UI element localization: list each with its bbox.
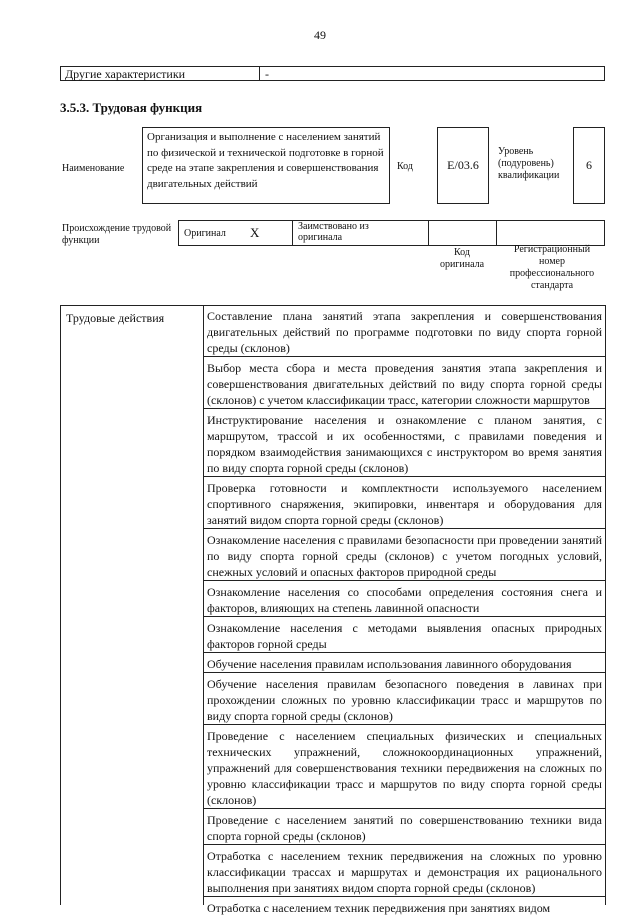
action-item: Обучение населения правилам использования лавинного оборудования [203, 653, 606, 673]
cell-divider [292, 220, 293, 246]
action-item: Проведение с населением занятий по совершенствованию техники вида спорта горной среды (склонов) [203, 809, 606, 845]
action-item: Обучение населения правилам безопасного поведения в лавинах при прохождении сложных по уровню классификации трасс и маршрутов по виду спорта горной среды (склонов) [203, 673, 606, 725]
level-value: 6 [586, 158, 592, 172]
other-characteristics-label: Другие характеристики [65, 67, 186, 81]
cell-divider [428, 220, 429, 246]
code-label: Код [397, 161, 413, 172]
action-item: Отработка с населением техник передвижения при занятиях видом [207, 901, 551, 915]
code-original-caption: Код оригинала [439, 247, 485, 270]
origin-label: Происхождение трудовой функции [62, 223, 172, 246]
action-item: Инструктирование населения и ознакомление с планом занятия, с маршрутом, трассой и их особенностями, с правилами поведения и порядком взаимодействия занимающихся с инструктором во время занятия по виду спорта горной среды (склонов) [203, 409, 606, 477]
action-item: Составление плана занятий этапа закрепления и совершенствования двигательных действий по программе подготовки по виду спорта горной среды (склонов) [203, 305, 606, 357]
actions-label: Трудовые действия [66, 311, 165, 325]
other-characteristics-value: - [265, 67, 269, 81]
original-label: Оригинал [184, 228, 226, 239]
action-item: Выбор места сбора и места проведения занятия этапа закрепления и совершенствования двигательных действий по виду спорта горной среды (склонов) с учетом классификации трасс, категории сложности маршрутов [203, 357, 606, 409]
cell-divider [496, 220, 497, 246]
section-title: 3.5.3. Трудовая функция [60, 100, 203, 115]
action-item: Проверка готовности и комплектности используемого населением спортивного снаряжения, экипировки, инвентаря и оборудования для занятий видом спорта горной среды (склонов) [203, 477, 606, 529]
function-name: Организация и выполнение с населением занятий по физической и технической подготовке в горной среде на этапе закрепления и совершенствования двигательных действий [147, 131, 384, 190]
other-characteristics-row [60, 66, 605, 81]
action-item: Отработка с населением техник передвижения на сложных по уровню классификации трассах и маршрутах и демонстрация их рационального выполнения при занятиях видом спорта горной среды (склонов) [203, 845, 606, 897]
action-item: Проведение с населением специальных физических и специальных технических упражнений, сложнокоординационных упражнений, упражнений для совершенствования техники передвижения на сложных по уровню классификации трасс и маршрутов по виду спорта горной среды (склонов) [203, 725, 606, 809]
action-item: Ознакомление населения с методами выявления опасных природных факторов горной среды [203, 617, 606, 653]
action-item: Ознакомление населения со способами определения состояния снега и факторов, влияющих на степень лавинной опасности [203, 581, 606, 617]
original-mark: X [250, 225, 260, 240]
action-item: Ознакомление населения с правилами безопасности при проведении занятий по виду спорта горной среды (склонов) с учетом погодных условий, снежных условий и опасных факторов природной среды [203, 529, 606, 581]
actions-list [203, 305, 606, 916]
registration-number-caption: Регистрационный номер профессионального стандарта [509, 244, 595, 291]
code-value: E/03.6 [447, 158, 479, 172]
borrowed-label: Заимствовано из оригинала [298, 221, 369, 243]
page-number: 49 [314, 28, 326, 42]
cell-divider [259, 67, 260, 80]
level-label: Уровень (подуровень) квалификации [498, 146, 560, 181]
name-label: Наименование [62, 163, 125, 174]
